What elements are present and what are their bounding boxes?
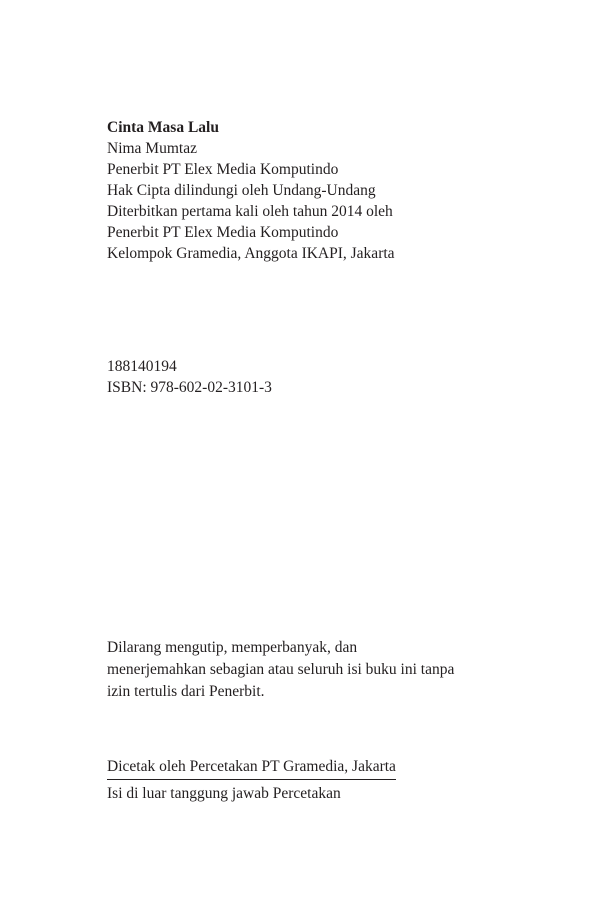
printed-by-line: Dicetak oleh Percetakan PT Gramedia, Jakarta [107, 756, 396, 780]
catalog-code: 188140194 [107, 358, 177, 375]
notice-line: izin tertulis dari Penerbit. [107, 683, 265, 700]
printer-disclaimer: Isi di luar tanggung jawab Percetakan [107, 785, 341, 802]
identifiers-block [107, 356, 272, 398]
book-title: Cinta Masa Lalu [107, 119, 219, 136]
publisher-repeat-line: Penerbit PT Elex Media Komputindo [107, 224, 339, 241]
printer-block [107, 756, 396, 804]
isbn-line: ISBN: 978-602-02-3101-3 [107, 379, 272, 396]
notice-line: Dilarang mengutip, memperbanyak, dan [107, 639, 358, 656]
copy-notice-block [107, 637, 454, 703]
publisher-group-line: Kelompok Gramedia, Anggota IKAPI, Jakarta [107, 245, 395, 262]
author-name: Nima Mumtaz [107, 140, 197, 157]
copyright-line: Hak Cipta dilindungi oleh Undang-Undang [107, 182, 376, 199]
first-published-line: Diterbitkan pertama kali oleh tahun 2014 oleh [107, 203, 393, 220]
notice-line: menerjemahkan sebagian atau seluruh isi buku ini tanpa [107, 661, 455, 678]
publisher-line: Penerbit PT Elex Media Komputindo [107, 161, 339, 178]
colophon-block [107, 117, 395, 264]
